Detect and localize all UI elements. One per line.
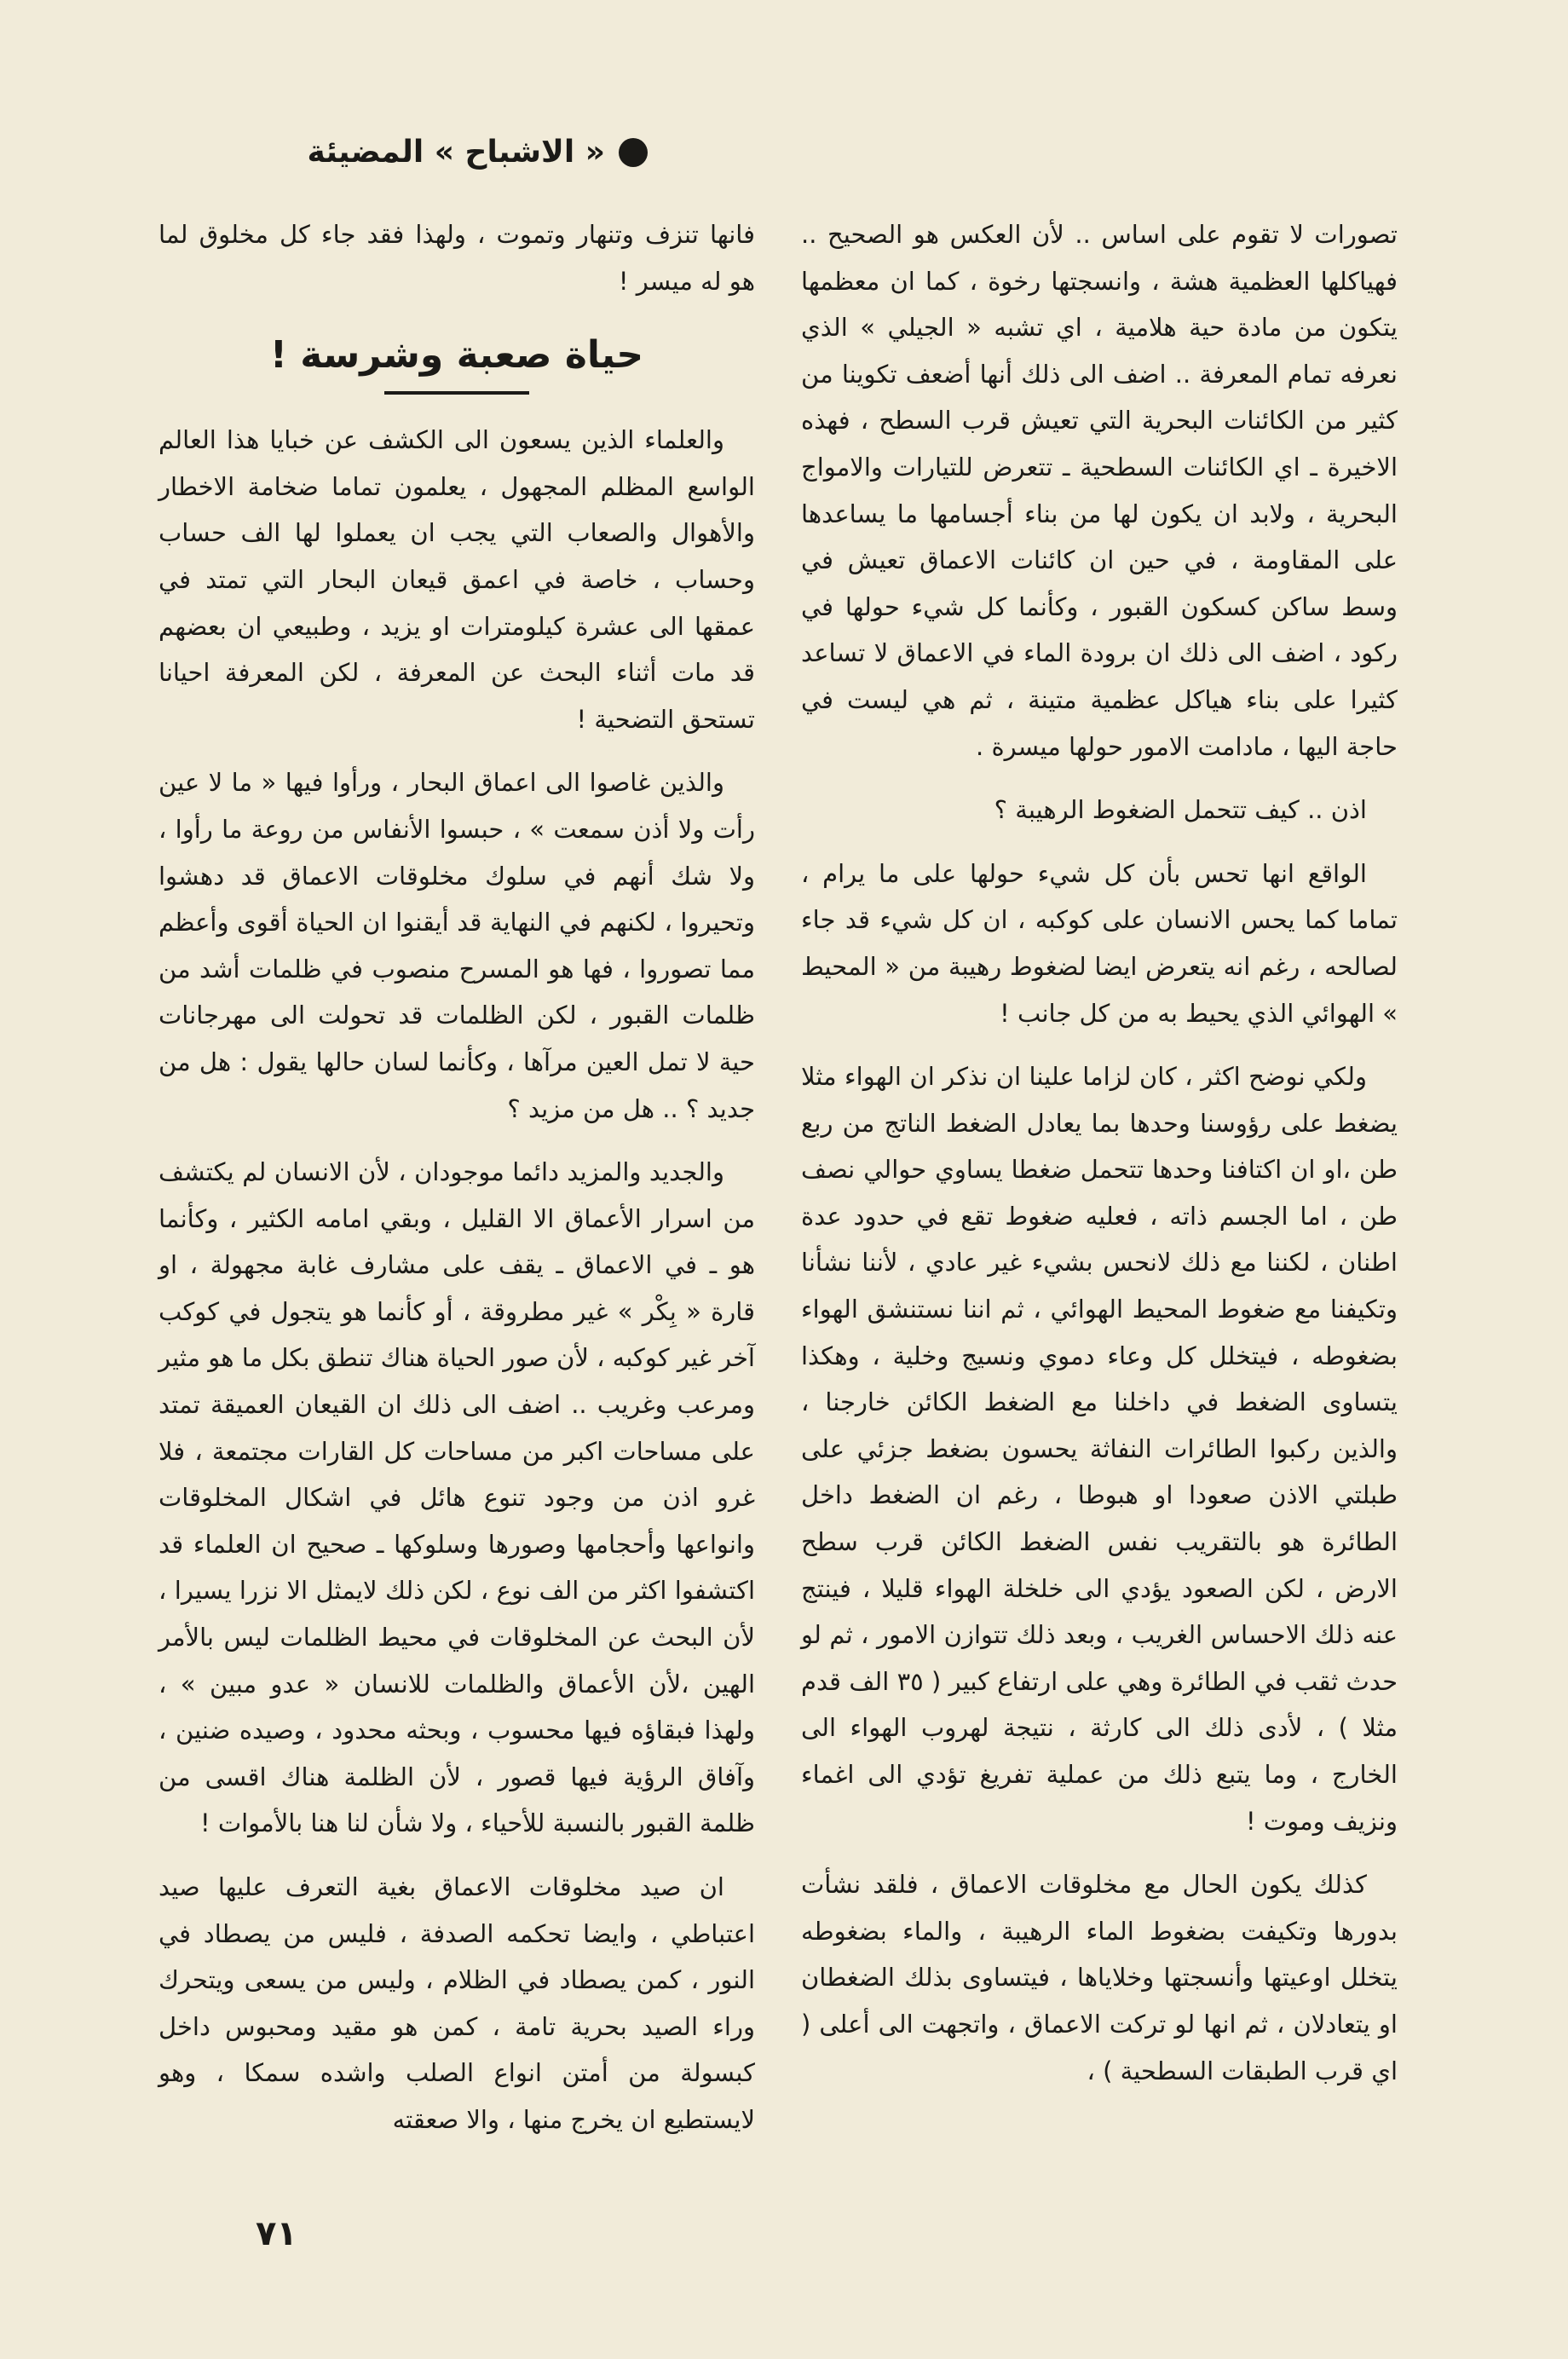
- section-heading: حياة صعبة وشرسة !: [269, 333, 644, 378]
- paragraph: والذين غاصوا الى اعماق البحار ، ورأوا فيها « ما لا عين رأت ولا أذن سمعت » ، حبسوا الأنفاس من روعة ما رأوا ، ولا شك أنهم في سلوك مخلوقات الاعماق قد دهشوا وتحيروا ، لكنهم في النهاية قد أيقنوا ان الحياة أقوى وأعظم مما تصوروا ، فها هو المسرح منصوب في ظلمات أشد من ظلمات القبور ، لكن الظلمات قد تحولت الى مهرجانات حية لا تمل العين مرآها ، وكأنما لسان حالها يقول : هل من جديد ؟ .. هل من مزيد ؟: [159, 768, 755, 1123]
- paragraph: ولكي نوضح اكثر ، كان لزاما علينا ان نذكر ان الهواء مثلا يضغط على رؤوسنا وحدها بما يعادل الضغط الناتج من ربع طن ،او ان اكتافنا وحدها تتحمل ضغطا يساوي حوالي نصف طن ، اما الجسم ذاته ، فعليه ضغوط تقع في حدود عدة اطنان ، لكننا مع ذلك لانحس بشيء غير عادي ، لأننا نشأنا وتكيفنا مع ضغوط المحيط الهوائي ، ثم اننا نستنشق الهواء بضغوطه ، فيتخلل كل وعاء دموي ونسيج وخلية ، وهكذا يتساوى الضغط في داخلنا مع الضغط الكائن خارجنا ، والذين ركبوا الطائرات النفاثة يحسون بضغط جزئي على طبلتي الاذن صعودا او هبوطا ، رغم ان الضغط داخل الطائرة هو بالتقريب نفس الضغط الكائن قرب سطح الارض ، لكن الصعود يؤدي الى خلخلة الهواء قليلا ، فينتج عنه ذلك الاحساس الغريب ، وبعد ذلك تتوازن الامور ، ثم لو حدث ثقب في الطائرة وهي على ارتفاع كبير ( ٣٥ الف قدم مثلا ) ، لأدى ذلك الى كارثة ، نتيجة لهروب الهواء الى الخارج ، وما يتبع ذلك من عملية تفريغ تؤدي الى اغماء ونزيف وموت !: [801, 1062, 1398, 1836]
- paragraph: الواقع انها تحس بأن كل شيء حولها على ما يرام ، تماما كما يحس الانسان على كوكبه ، ان كل شيء قد جاء لصالحه ، رغم انه يتعرض ايضا لضغوط رهيبة من « المحيط » الهوائي الذي يحيط به من كل جانب !: [801, 858, 1398, 1028]
- paragraph: فانها تنزف وتنهار وتموت ، ولهذا فقد جاء كل مخلوق لما هو له ميسر !: [159, 220, 755, 296]
- right-column: [801, 211, 1398, 2111]
- paragraph: ان صيد مخلوقات الاعماق بغية التعرف عليها صيد اعتباطي ، وايضا تحكمه الصدفة ، فليس من يصطاد في النور ، كمن يصطاد في الظلام ، وليس من يسعى ويتحرك وراء الصيد بحرية تامة ، كمن هو مقيد ومحبوس داخل كبسولة من أمتن انواع الصلب واشده سمكا ، وهو لايستطيع ان يخرج منها ، والا صعقته: [159, 1872, 755, 2134]
- header-title: « الاشباح » المضيئة: [307, 135, 605, 170]
- paragraph: كذلك يكون الحال مع مخلوقات الاعماق ، فلقد نشأت بدورها وتكيفت بضغوط الماء الرهيبة ، والماء بضغوطه يتخلل اوعيتها وأنسجتها وخلاياها ، فيتساوى بذلك الضغطان او يتعادلان ، ثم انها لو تركت الاعماق ، واتجهت الى أعلى ( اي قرب الطبقات السطحية ) ،: [801, 1870, 1398, 2085]
- section-question: اذن .. كيف تتحمل الضغوط الرهيبة ؟: [994, 795, 1367, 825]
- running-header: [307, 135, 648, 170]
- bullet-icon: [619, 138, 648, 167]
- paragraph: والجديد والمزيد دائما موجودان ، لأن الانسان لم يكتشف من اسرار الأعماق الا القليل ، وبقي امامه الكثير ، وكأنما هو ـ في الاعماق ـ يقف على مشارف غابة مجهولة ، او قارة « بِكْر » غير مطروقة ، أو كأنما هو يتجول في كوكب آخر غير كوكبه ، لأن صور الحياة هناك تنطق بكل ما هو مثير ومرعب وغريب .. اضف الى ذلك ان القيعان العميقة تمتد على مساحات اكبر من مساحات كل القارات مجتمعة ، فلا غرو اذن من وجود تنوع هائل في اشكال المخلوقات وانواعها وأحجامها وصورها وسلوكها ـ صحيح ان العلماء قد اكتشفوا اكثر من الف نوع ، لكن ذلك لايمثل الا نزرا يسيرا ، لأن البحث عن المخلوقات في محيط الظلمات ليس بالأمر الهين ،لأن الأعماق والظلمات للانسان « عدو مبين » ، ولهذا فبقاؤه فيها محسوب ، وبحثه محدود ، وصيده ضنين ، وآفاق الرؤية فيها قصور ، لأن الظلمة هناك اقسى من ظلمة القبور بالنسبة للأحياء ، ولا شأن لنا هنا بالأموات !: [159, 1157, 755, 1838]
- page-number: ٧١: [256, 2214, 297, 2253]
- left-column: [159, 211, 755, 2160]
- paragraph: والعلماء الذين يسعون الى الكشف عن خبايا هذا العالم الواسع المظلم المجهول ، يعلمون تماما ضخامة الاخطار والأهوال والصعاب التي يجب ان يعملوا لها الف حساب وحساب ، خاصة في اعمق قيعان البحار التي تمتد في عمقها الى عشرة كيلومترات او يزيد ، وطبيعي ان بعضهم قد مات أثناء البحث عن المعرفة ، لكن المعرفة احيانا تستحق التضحية !: [159, 425, 755, 734]
- heading-rule: [384, 391, 529, 395]
- paragraph: تصورات لا تقوم على اساس .. لأن العكس هو الصحيح .. فهياكلها العظمية هشة ، وانسجتها رخوة ، كما ان معظمها يتكون من مادة حية هلامية ، اي تشبه « الجيلي » الذي نعرفه تمام المعرفة .. اضف الى ذلك أنها أضعف تكوينا من كثير من الكائنات البحرية التي تعيش قرب السطح ، فهذه الاخيرة ـ اي الكائنات السطحية ـ تتعرض للتيارات والامواج البحرية ، ولابد ان يكون لها من بناء أجسامها ما يساعدها على المقاومة ، في حين ان كائنات الاعماق تعيش في وسط ساكن كسكون القبور ، وكأنما كل شيء حولها في ركود ، اضف الى ذلك ان برودة الماء في الاعماق لا تساعد كثيرا على بناء هياكل عظمية متينة ، ثم هي ليست في حاجة اليها ، مادامت الامور حولها ميسرة .: [801, 220, 1398, 761]
